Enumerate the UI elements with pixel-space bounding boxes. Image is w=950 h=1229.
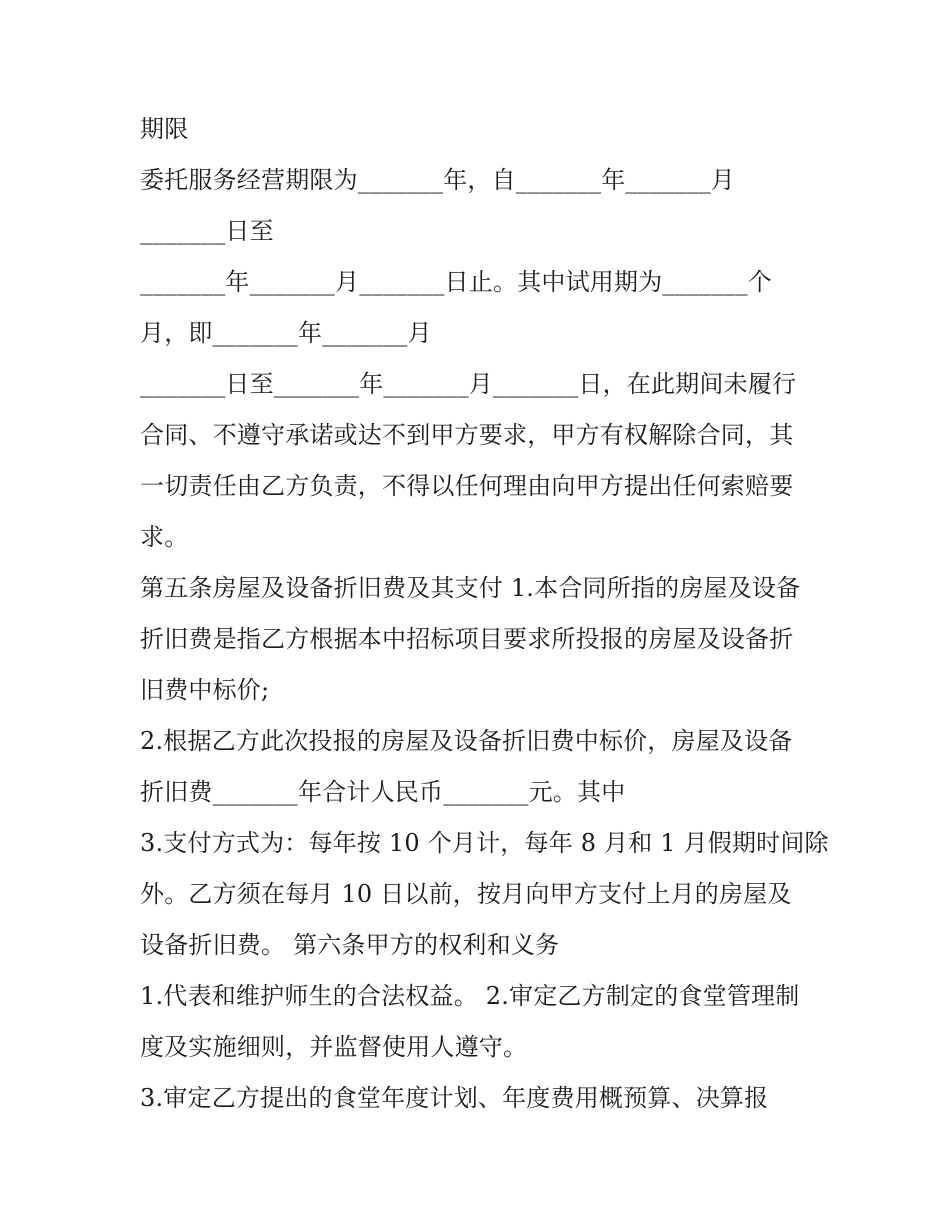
text-line: 求。: [140, 523, 189, 551]
text-line: _______日至_______年_______月_______日，在此期间未履行: [140, 370, 797, 398]
text-line: 折旧费_______年合计人民币_______元。其中: [140, 778, 626, 806]
text-line: 外。乙方须在每月 10 日以前，按月向甲方支付上月的房屋及: [140, 880, 792, 908]
text-line: 月，即_______年_______月: [140, 319, 432, 347]
text-line: 旧费中标价;: [140, 676, 270, 704]
contract-text: [140, 104, 830, 1124]
text-line: _______年_______月_______日止。其中试用期为_______个: [140, 268, 772, 296]
text-line: 委托服务经营期限为_______年，自_______年_______月: [140, 166, 735, 194]
text-line: 3.支付方式为：每年按 10 个月计，每年 8 月和 1 月假期时间除: [140, 829, 829, 857]
text-line: _______日至: [140, 217, 274, 245]
text-line: 1.代表和维护师生的合法权益。 2.审定乙方制定的食堂管理制: [140, 982, 800, 1010]
text-line: 2.根据乙方此次投报的房屋及设备折旧费中标价，房屋及设备: [140, 727, 793, 755]
text-line: 一切责任由乙方负责，不得以任何理由向甲方提出任何索赔要: [140, 472, 794, 500]
text-line: 折旧费是指乙方根据本中招标项目要求所投报的房屋及设备折: [140, 625, 794, 653]
text-line: 第五条房屋及设备折旧费及其支付 1.本合同所指的房屋及设备: [140, 574, 801, 602]
text-line: 3.审定乙方提出的食堂年度计划、年度费用概预算、决算报: [140, 1084, 769, 1112]
text-line: 期限: [140, 115, 189, 143]
text-line: 设备折旧费。 第六条甲方的权利和义务: [140, 931, 560, 959]
text-line: 合同、不遵守承诺或达不到甲方要求，甲方有权解除合同，其: [140, 421, 794, 449]
text-line: 度及实施细则，并监督使用人遵守。: [140, 1033, 528, 1061]
